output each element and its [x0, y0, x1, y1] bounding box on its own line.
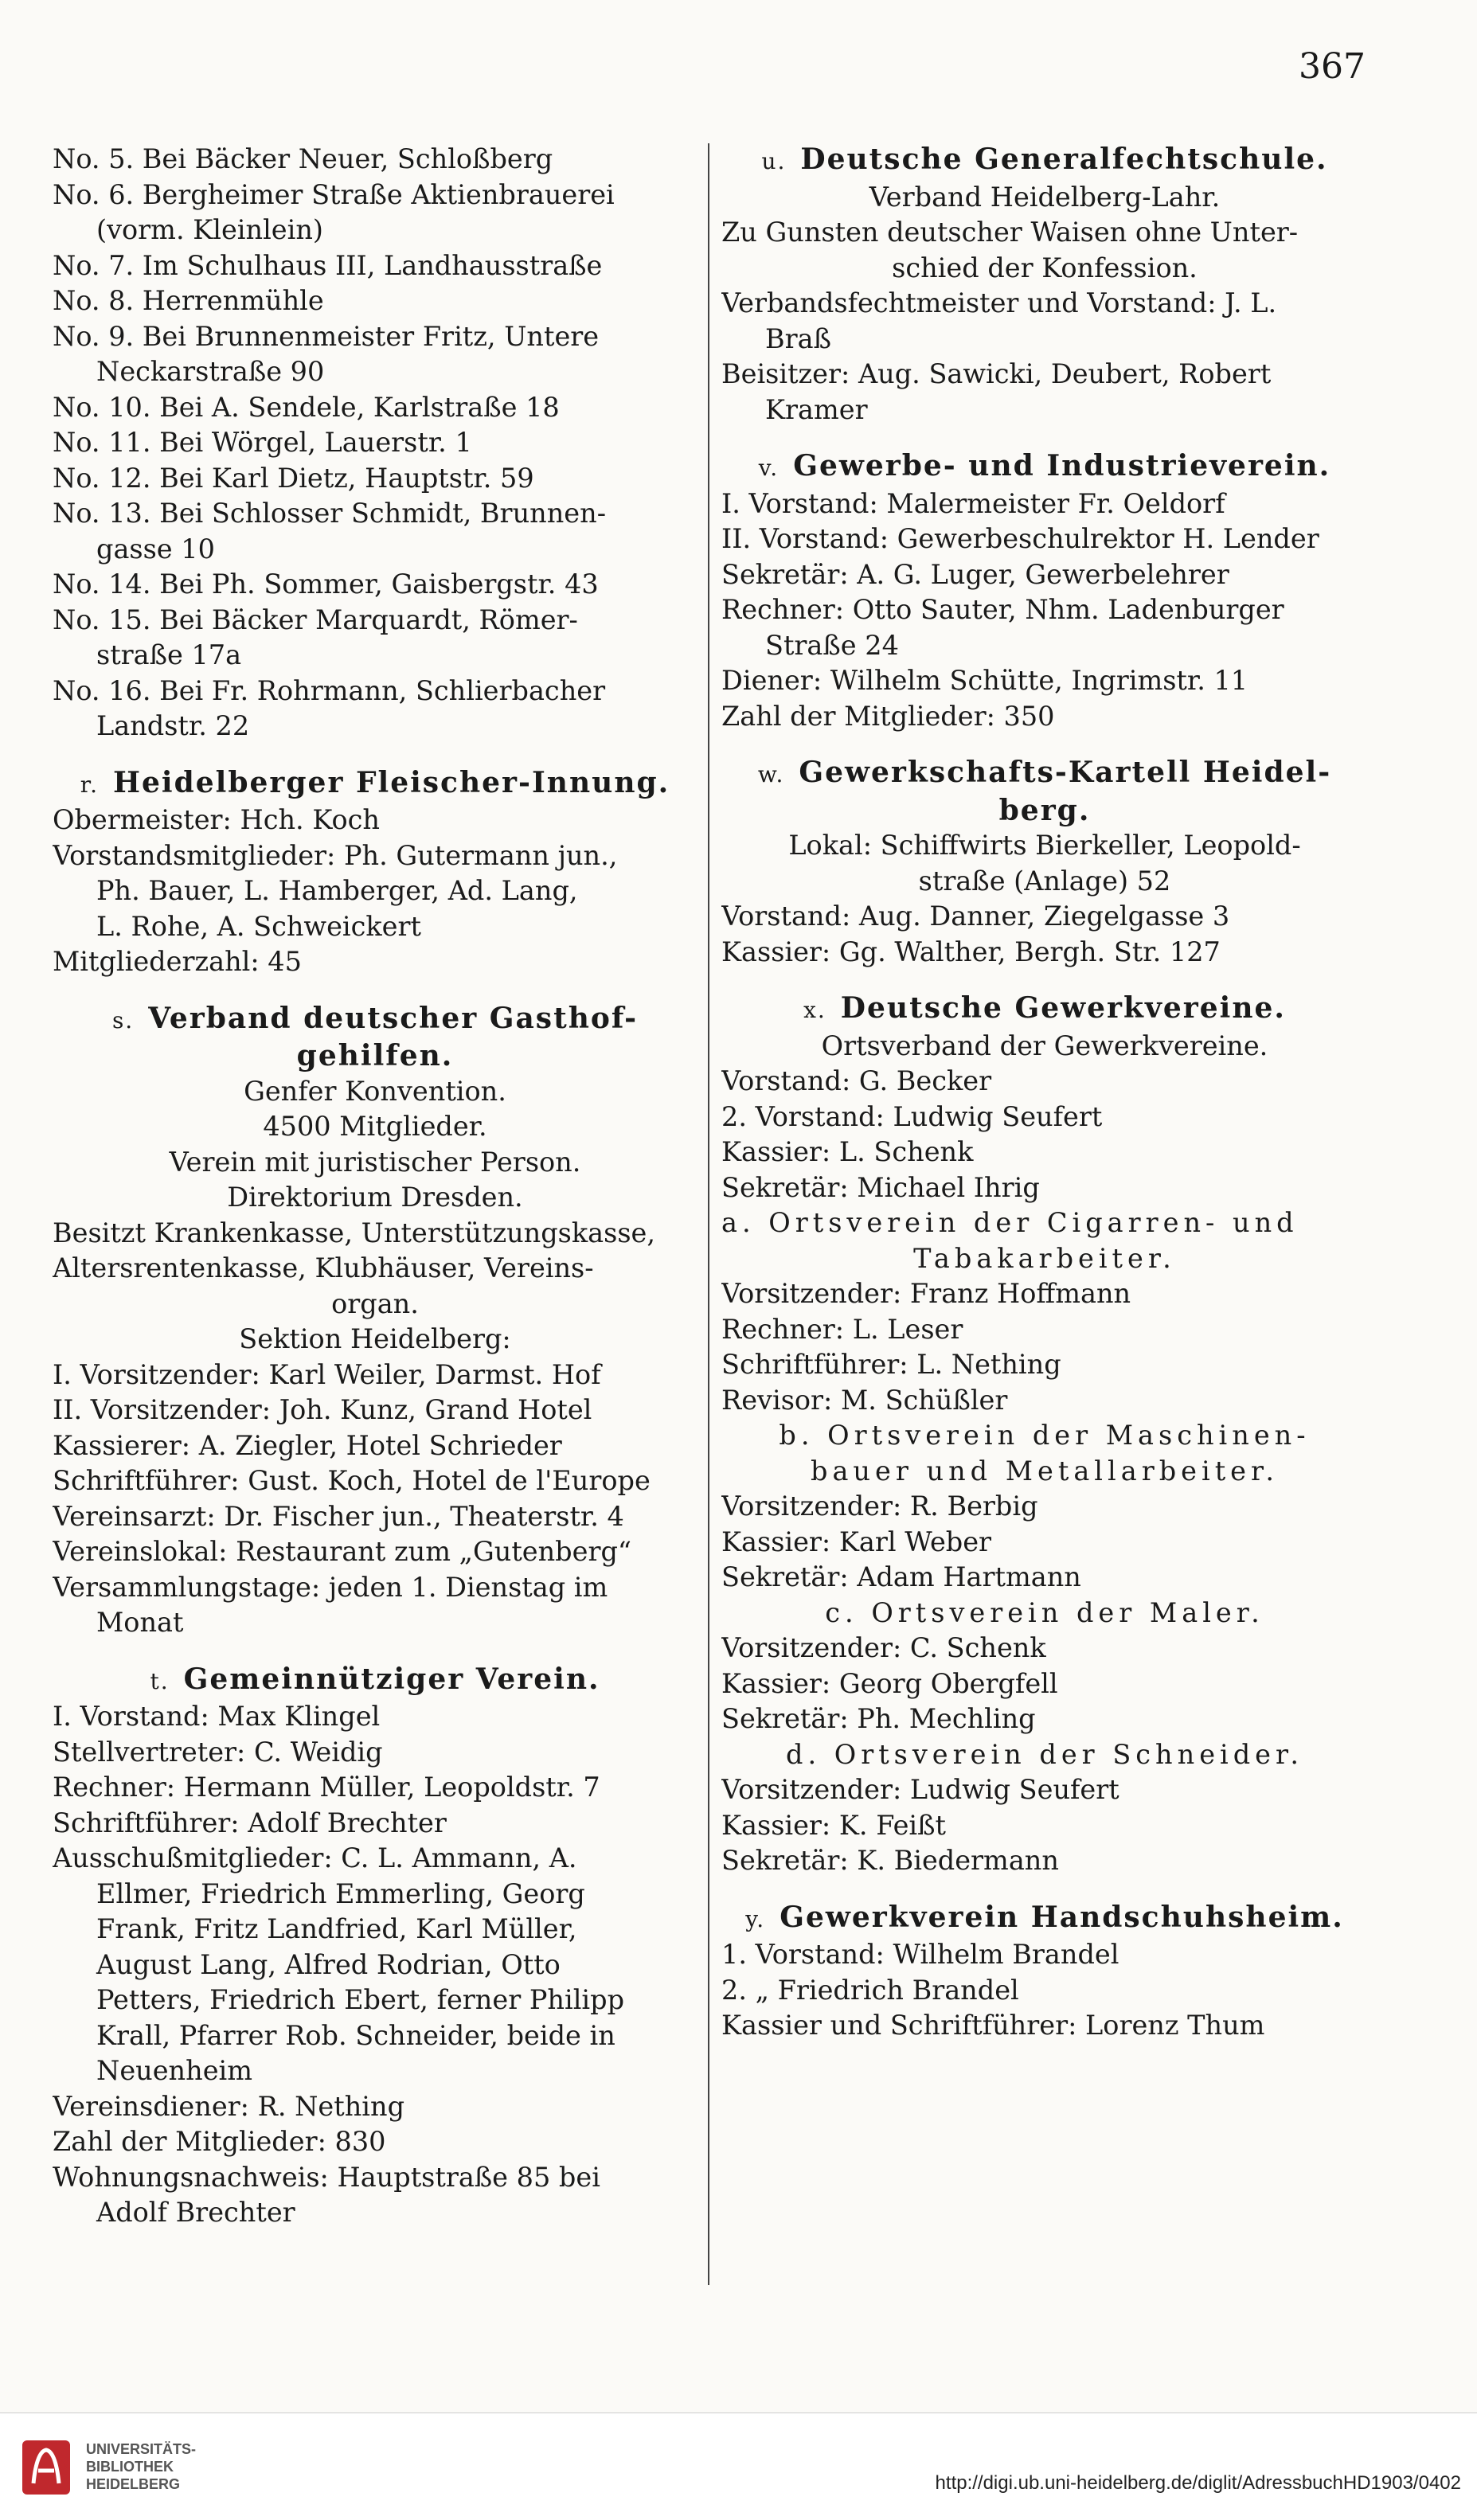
entry-line: straße 17a: [96, 639, 242, 670]
entry-line: Monat: [96, 1607, 184, 1638]
subsection-heading: b. Ortsverein der Maschinen-: [779, 1420, 1311, 1451]
section-letter: v.: [758, 455, 780, 481]
centered-line: 4500 Mitglieder.: [263, 1111, 487, 1142]
entry-line: No. 8. Herrenmühle: [53, 285, 324, 316]
section-letter: u.: [761, 148, 787, 174]
section-heading-text: berg.: [998, 793, 1091, 827]
section-heading: [53, 1038, 697, 1074]
entry-line: No. 13. Bei Schlosser Schmidt, Brunnen-: [53, 498, 607, 529]
entry-line: Revisor: M. Schüßler: [721, 1384, 1008, 1416]
entry-line: Diener: Wilhelm Schütte, Ingrimstr. 11: [721, 665, 1248, 696]
entry-line: Vereinsarzt: Dr. Fischer jun., Theaterstr. 4: [53, 1500, 624, 1532]
entry-line: No. 10. Bei A. Sendele, Karlstraße 18: [53, 391, 560, 423]
entry-line: Sekretär: K. Biedermann: [721, 1845, 1059, 1876]
entry-line: Mitgliederzahl: 45: [53, 946, 302, 977]
section-heading: [721, 142, 1368, 180]
entry-line: II. Vorsitzender: Joh. Kunz, Grand Hotel: [53, 1394, 592, 1425]
entry-line: Kramer: [765, 393, 868, 425]
entry-line: Vorsitzender: Ludwig Seufert: [721, 1774, 1119, 1805]
section-heading-text: Heidelberger Fleischer-Innung.: [113, 765, 670, 799]
left-column: [53, 142, 697, 2231]
entry-line: Vorstand: Aug. Danner, Ziegelgasse 3: [721, 901, 1230, 932]
entry-line: I. Vorstand: Malermeister Fr. Oeldorf: [721, 487, 1225, 519]
entry-line: Schriftführer: L. Nething: [721, 1349, 1061, 1380]
section-spacer: [53, 1641, 697, 1662]
subsection-heading: a. Ortsverein der Cigarren- und: [721, 1207, 1299, 1238]
entry-line: Kassierer: A. Ziegler, Hotel Schrieder: [53, 1429, 562, 1461]
entry-line: Kassier und Schriftführer: Lorenz Thum: [721, 2010, 1265, 2041]
library-logo-icon: [14, 2436, 78, 2499]
library-name-line: HEIDELBERG: [86, 2476, 181, 2492]
section-letter: w.: [757, 761, 785, 787]
entry-line: Straße 24: [765, 629, 899, 661]
section-heading-text: Gewerkschafts-Kartell Heidel-: [799, 756, 1332, 789]
entry-line: 2. Vorstand: Ludwig Seufert: [721, 1100, 1103, 1132]
footer-bar: [0, 2413, 1477, 2520]
entry-line: Verbandsfechtmeister und Vorstand: J. L.: [721, 287, 1277, 318]
section-spacer: [721, 428, 1368, 448]
library-name-line: UNIVERSITÄTS-: [86, 2441, 197, 2457]
entry-line: Vorsitzender: Franz Hoffmann: [721, 1278, 1131, 1309]
entry-line: Sekretär: Adam Hartmann: [721, 1561, 1081, 1592]
entry-line: Adolf Brechter: [96, 2197, 295, 2228]
entry-line: Vereinsdiener: R. Nething: [53, 2090, 405, 2122]
section-heading: [721, 990, 1368, 1029]
entry-line: Beisitzer: Aug. Sawicki, Deubert, Robert: [721, 358, 1272, 389]
entry-line: gasse 10: [96, 533, 215, 565]
entry-line: Ph. Bauer, L. Hamberger, Ad. Lang,: [96, 875, 578, 906]
entry-line: II. Vorstand: Gewerbeschulrektor H. Lender: [721, 523, 1319, 554]
entry-line: Vorstandsmitglieder: Ph. Gutermann jun.,: [53, 839, 618, 871]
entry-line: Schriftführer: Gust. Koch, Hotel de l'Europe: [53, 1465, 651, 1496]
section-heading-text: Gemeinnütziger Verein.: [183, 1662, 600, 1696]
section-heading: [53, 1001, 697, 1039]
section-heading-text: Gewerkverein Handschuhsheim.: [780, 1900, 1344, 1934]
entry-line: Versammlungstage: jeden 1. Dienstag im: [53, 1571, 608, 1603]
entry-line: Stellvertreter: C. Weidig: [53, 1736, 383, 1768]
entry-line: No. 16. Bei Fr. Rohrmann, Schlierbacher: [53, 674, 606, 706]
entry-line: Kassier: K. Feißt: [721, 1809, 946, 1841]
entry-line: Vorsitzender: R. Berbig: [721, 1491, 1038, 1522]
entry-line: Neckarstraße 90: [96, 356, 325, 387]
entry-line: Petters, Friedrich Ebert, ferner Philipp: [96, 1984, 625, 2015]
entry-line: Vorstand: G. Becker: [721, 1065, 992, 1096]
section-heading: [721, 793, 1368, 829]
centered-line: Sektion Heidelberg:: [239, 1323, 511, 1354]
centered-line: schied der Konfession.: [892, 252, 1198, 283]
entry-line: L. Rohe, A. Schweickert: [96, 910, 421, 942]
entry-line: Kassier: Georg Obergfell: [721, 1667, 1058, 1699]
entry-line: Braß: [765, 322, 831, 354]
section-heading-text: gehilfen.: [296, 1039, 454, 1072]
entry-line: No. 7. Im Schulhaus III, Landhausstraße: [53, 249, 603, 281]
entry-line: No. 11. Bei Wörgel, Lauerstr. 1: [53, 427, 472, 458]
subsection-heading: c. Ortsverein der Maler.: [825, 1596, 1264, 1628]
centered-line: Verein mit juristischer Person.: [169, 1146, 581, 1178]
section-heading-text: Gewerbe- und Industrieverein.: [793, 449, 1331, 483]
entry-line: No. 15. Bei Bäcker Marquardt, Römer-: [53, 604, 578, 635]
section-heading: [721, 448, 1368, 486]
entry-line: Ausschußmitglieder: C. L. Ammann, A.: [53, 1842, 577, 1873]
entry-line: Rechner: L. Leser: [721, 1313, 963, 1345]
entry-line: August Lang, Alfred Rodrian, Otto: [96, 1948, 561, 1980]
centered-line: Direktorium Dresden.: [227, 1182, 523, 1213]
entry-line: Sekretär: A. G. Luger, Gewerbelehrer: [721, 558, 1229, 590]
section-heading: [721, 755, 1368, 793]
entry-line: No. 12. Bei Karl Dietz, Hauptstr. 59: [53, 462, 534, 494]
right-column: [721, 142, 1368, 2044]
entry-line: Zahl der Mitglieder: 830: [53, 2126, 386, 2157]
entry-line: Kassier: L. Schenk: [721, 1136, 974, 1167]
section-letter: r.: [80, 771, 99, 798]
entry-line: No. 14. Bei Ph. Sommer, Gaisbergstr. 43: [53, 568, 599, 600]
page-number: 367: [1299, 46, 1366, 87]
entry-line: (vorm. Kleinlein): [96, 214, 323, 245]
entry-line: Obermeister: Hch. Koch: [53, 804, 380, 835]
entry-line: Neuenheim: [96, 2055, 252, 2086]
library-name: [86, 2440, 196, 2493]
entry-line: Besitzt Krankenkasse, Unterstützungskasse,: [53, 1217, 656, 1248]
centered-line: Lokal: Schiffwirts Bierkeller, Leopold-: [788, 830, 1301, 861]
entry-line: Sekretär: Ph. Mechling: [721, 1703, 1036, 1734]
section-heading: [721, 1900, 1368, 1938]
section-letter: t.: [150, 1667, 170, 1694]
entry-line: No. 6. Bergheimer Straße Aktienbrauerei: [53, 178, 615, 210]
entry-line: Sekretär: Michael Ihrig: [721, 1171, 1040, 1203]
entry-line: Ellmer, Friedrich Emmerling, Georg: [96, 1877, 585, 1909]
section-spacer: [53, 744, 697, 765]
section-letter: x.: [803, 997, 826, 1023]
entry-line: No. 5. Bei Bäcker Neuer, Schloßberg: [53, 143, 553, 174]
centered-line: straße (Anlage) 52: [918, 865, 1171, 897]
column-divider: [708, 143, 709, 2285]
entry-line: Altersrentenkasse, Klubhäuser, Vereins-: [53, 1252, 594, 1283]
entry-line: I. Vorsitzender: Karl Weiler, Darmst. Hof: [53, 1358, 601, 1390]
section-heading: [53, 765, 697, 803]
subsection-heading: d. Ortsverein der Schneider.: [786, 1738, 1303, 1770]
entry-line: 1. Vorstand: Wilhelm Brandel: [721, 1939, 1119, 1970]
entry-line: Frank, Fritz Landfried, Karl Müller,: [96, 1913, 577, 1944]
entry-line: Rechner: Otto Sauter, Nhm. Ladenburger: [721, 594, 1284, 625]
entry-line: Zahl der Mitglieder: 350: [721, 700, 1055, 732]
subsection-heading: Tabakarbeiter.: [913, 1242, 1176, 1274]
entry-line: Zu Gunsten deutscher Waisen ohne Unter-: [721, 217, 1299, 248]
entry-line: Vorsitzender: C. Schenk: [721, 1632, 1046, 1663]
entry-line: Kassier: Karl Weber: [721, 1526, 992, 1557]
section-spacer: [721, 734, 1368, 755]
section-spacer: [721, 970, 1368, 990]
centered-line: organ.: [331, 1287, 419, 1319]
entry-line: Wohnungsnachweis: Hauptstraße 85 bei: [53, 2161, 600, 2193]
entry-line: Krall, Pfarrer Rob. Schneider, beide in: [96, 2019, 615, 2051]
centered-line: Genfer Konvention.: [244, 1075, 506, 1107]
section-heading-text: Deutsche Generalfechtschule.: [800, 143, 1328, 176]
section-heading-text: Deutsche Gewerkvereine.: [840, 991, 1286, 1025]
entry-line: I. Vorstand: Max Klingel: [53, 1701, 381, 1732]
entry-line: Rechner: Hermann Müller, Leopoldstr. 7: [53, 1772, 600, 1803]
entry-line: 2. „ Friedrich Brandel: [721, 1974, 1019, 2006]
section-spacer: [53, 980, 697, 1001]
section-spacer: [721, 1879, 1368, 1900]
centered-line: Verband Heidelberg-Lahr.: [869, 181, 1221, 213]
subsection-heading: bauer und Metallarbeiter.: [811, 1455, 1279, 1487]
centered-line: Ortsverband der Gewerkvereine.: [821, 1029, 1268, 1061]
entry-line: Schriftführer: Adolf Brechter: [53, 1807, 447, 1838]
section-letter: y.: [745, 1905, 766, 1932]
section-heading-text: Verband deutscher Gasthof-: [148, 1001, 639, 1035]
entry-line: No. 9. Bei Brunnenmeister Fritz, Untere: [53, 320, 600, 352]
library-name-line: BIBLIOTHEK: [86, 2459, 174, 2475]
entry-line: Vereinslokal: Restaurant zum „Gutenberg“: [53, 1536, 632, 1567]
entry-line: Kassier: Gg. Walther, Bergh. Str. 127: [721, 936, 1221, 967]
source-url-link[interactable]: http://digi.ub.uni-heidelberg.de/diglit/AdressbuchHD1903/0402: [935, 2472, 1461, 2494]
entry-line: Landstr. 22: [96, 710, 250, 741]
section-letter: s.: [111, 1006, 135, 1033]
section-heading: [53, 1662, 697, 1700]
